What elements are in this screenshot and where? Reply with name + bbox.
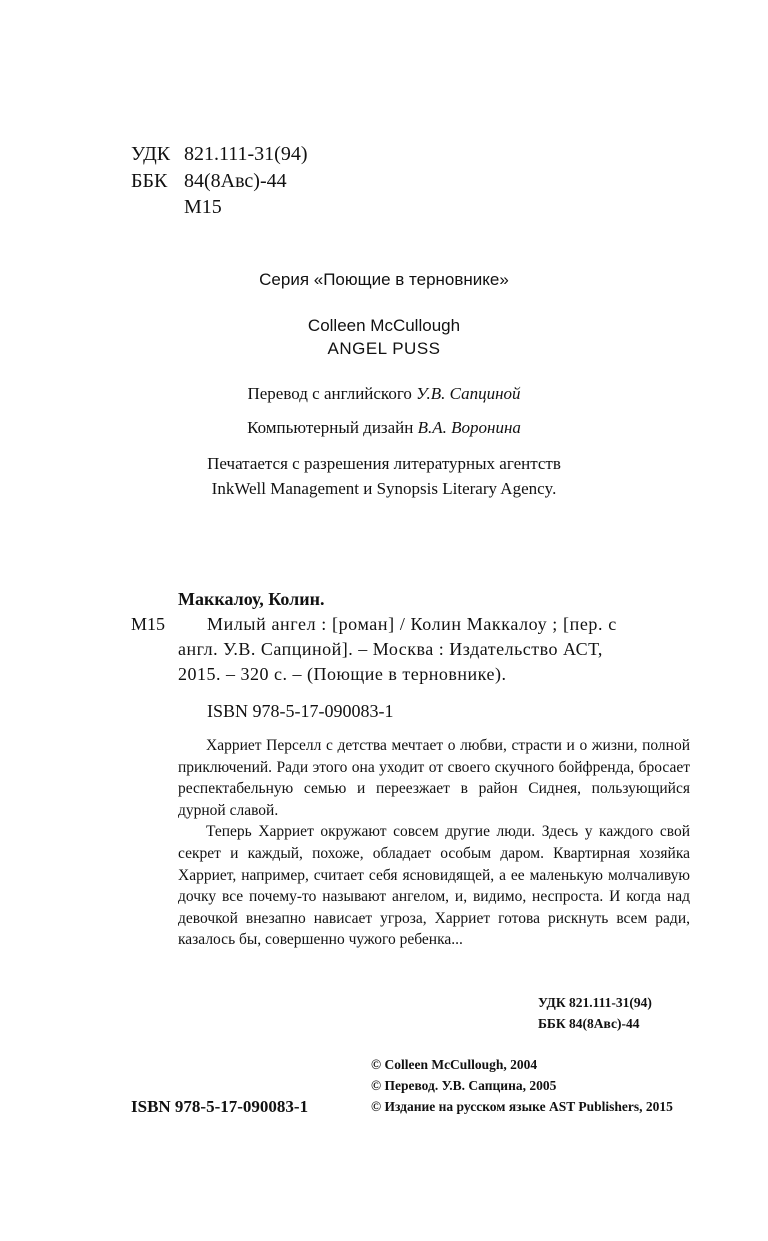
original-author: Colleen McCullough — [307, 316, 461, 335]
translation-credit — [0, 384, 768, 404]
author-sign: М15 — [184, 196, 222, 218]
catalog-isbn: ISBN 978-5-17-090083-1 — [207, 701, 394, 721]
udk-label: УДК — [131, 143, 171, 165]
annotation-paragraph-2: Теперь Харриет окружают совсем другие люди. Здесь у каждого свой секрет и каждый, похоже, обладает особым даром. Квартирная хозяйка Харриет, например, считает себя ясновидящей, а ее маленькую молчаливую дочку все почему-то называют ангелом, и, видимо, неспроста. И когда над девочкой внезапно нависает угроза, Харриет готова рискнуть всем ради, казалось бы, совершенно чужого ребенка... — [178, 823, 690, 949]
copyright-line-2: © Перевод. У.В. Сапцина, 2005 — [371, 1078, 557, 1093]
permission-line-2: InkWell Management и Synopsis Literary Agency. — [211, 479, 557, 498]
design-credit — [0, 418, 768, 438]
translator-name: У.В. Сапциной — [416, 384, 521, 403]
catalog-line-1: Милый ангел : [роман] / Колин Маккалоу ; [пер. с — [207, 614, 617, 634]
copyright-line-3: © Издание на русском языке AST Publishers, 2015 — [371, 1099, 673, 1114]
copyright-line-1: © Colleen McCullough, 2004 — [371, 1057, 538, 1072]
annotation-paragraph-1: Харриет Перселл с детства мечтает о любви, страсти и о жизни, полной приключений. Ради этого она уходит от своего скучного бойфренда, бросает респектабельную семью и переезжает в район Сиднея, пользующийся дурной славой. — [178, 737, 690, 819]
annotation — [178, 735, 690, 951]
catalog-author-heading: Маккалоу, Колин. — [178, 589, 325, 609]
design-prefix: Компьютерный дизайн — [247, 418, 418, 437]
bottom-isbn: ISBN 978-5-17-090083-1 — [131, 1097, 309, 1116]
catalog-line-2: англ. У.В. Сапциной]. – Москва : Издательство АСТ, — [178, 639, 603, 659]
bbk-value: 84(8Авс)-44 — [184, 170, 287, 192]
translation-prefix: Перевод с английского — [247, 384, 417, 403]
permission-line-1: Печатается с разрешения литературных агентств — [207, 454, 561, 473]
catalog-sign: М15 — [131, 614, 166, 634]
catalog-line-3: 2015. – 320 с. – (Поющие в терновнике). — [178, 664, 507, 684]
udk-value: 821.111-31(94) — [184, 143, 308, 165]
bottom-bbk: ББК 84(8Авс)-44 — [538, 1016, 640, 1031]
bbk-label: ББК — [131, 170, 168, 192]
original-title: ANGEL PUSS — [327, 339, 441, 358]
series-title: Серия «Поющие в терновнике» — [259, 270, 509, 289]
designer-name: В.А. Воронина — [417, 418, 521, 437]
bottom-udk: УДК 821.111-31(94) — [538, 995, 652, 1010]
